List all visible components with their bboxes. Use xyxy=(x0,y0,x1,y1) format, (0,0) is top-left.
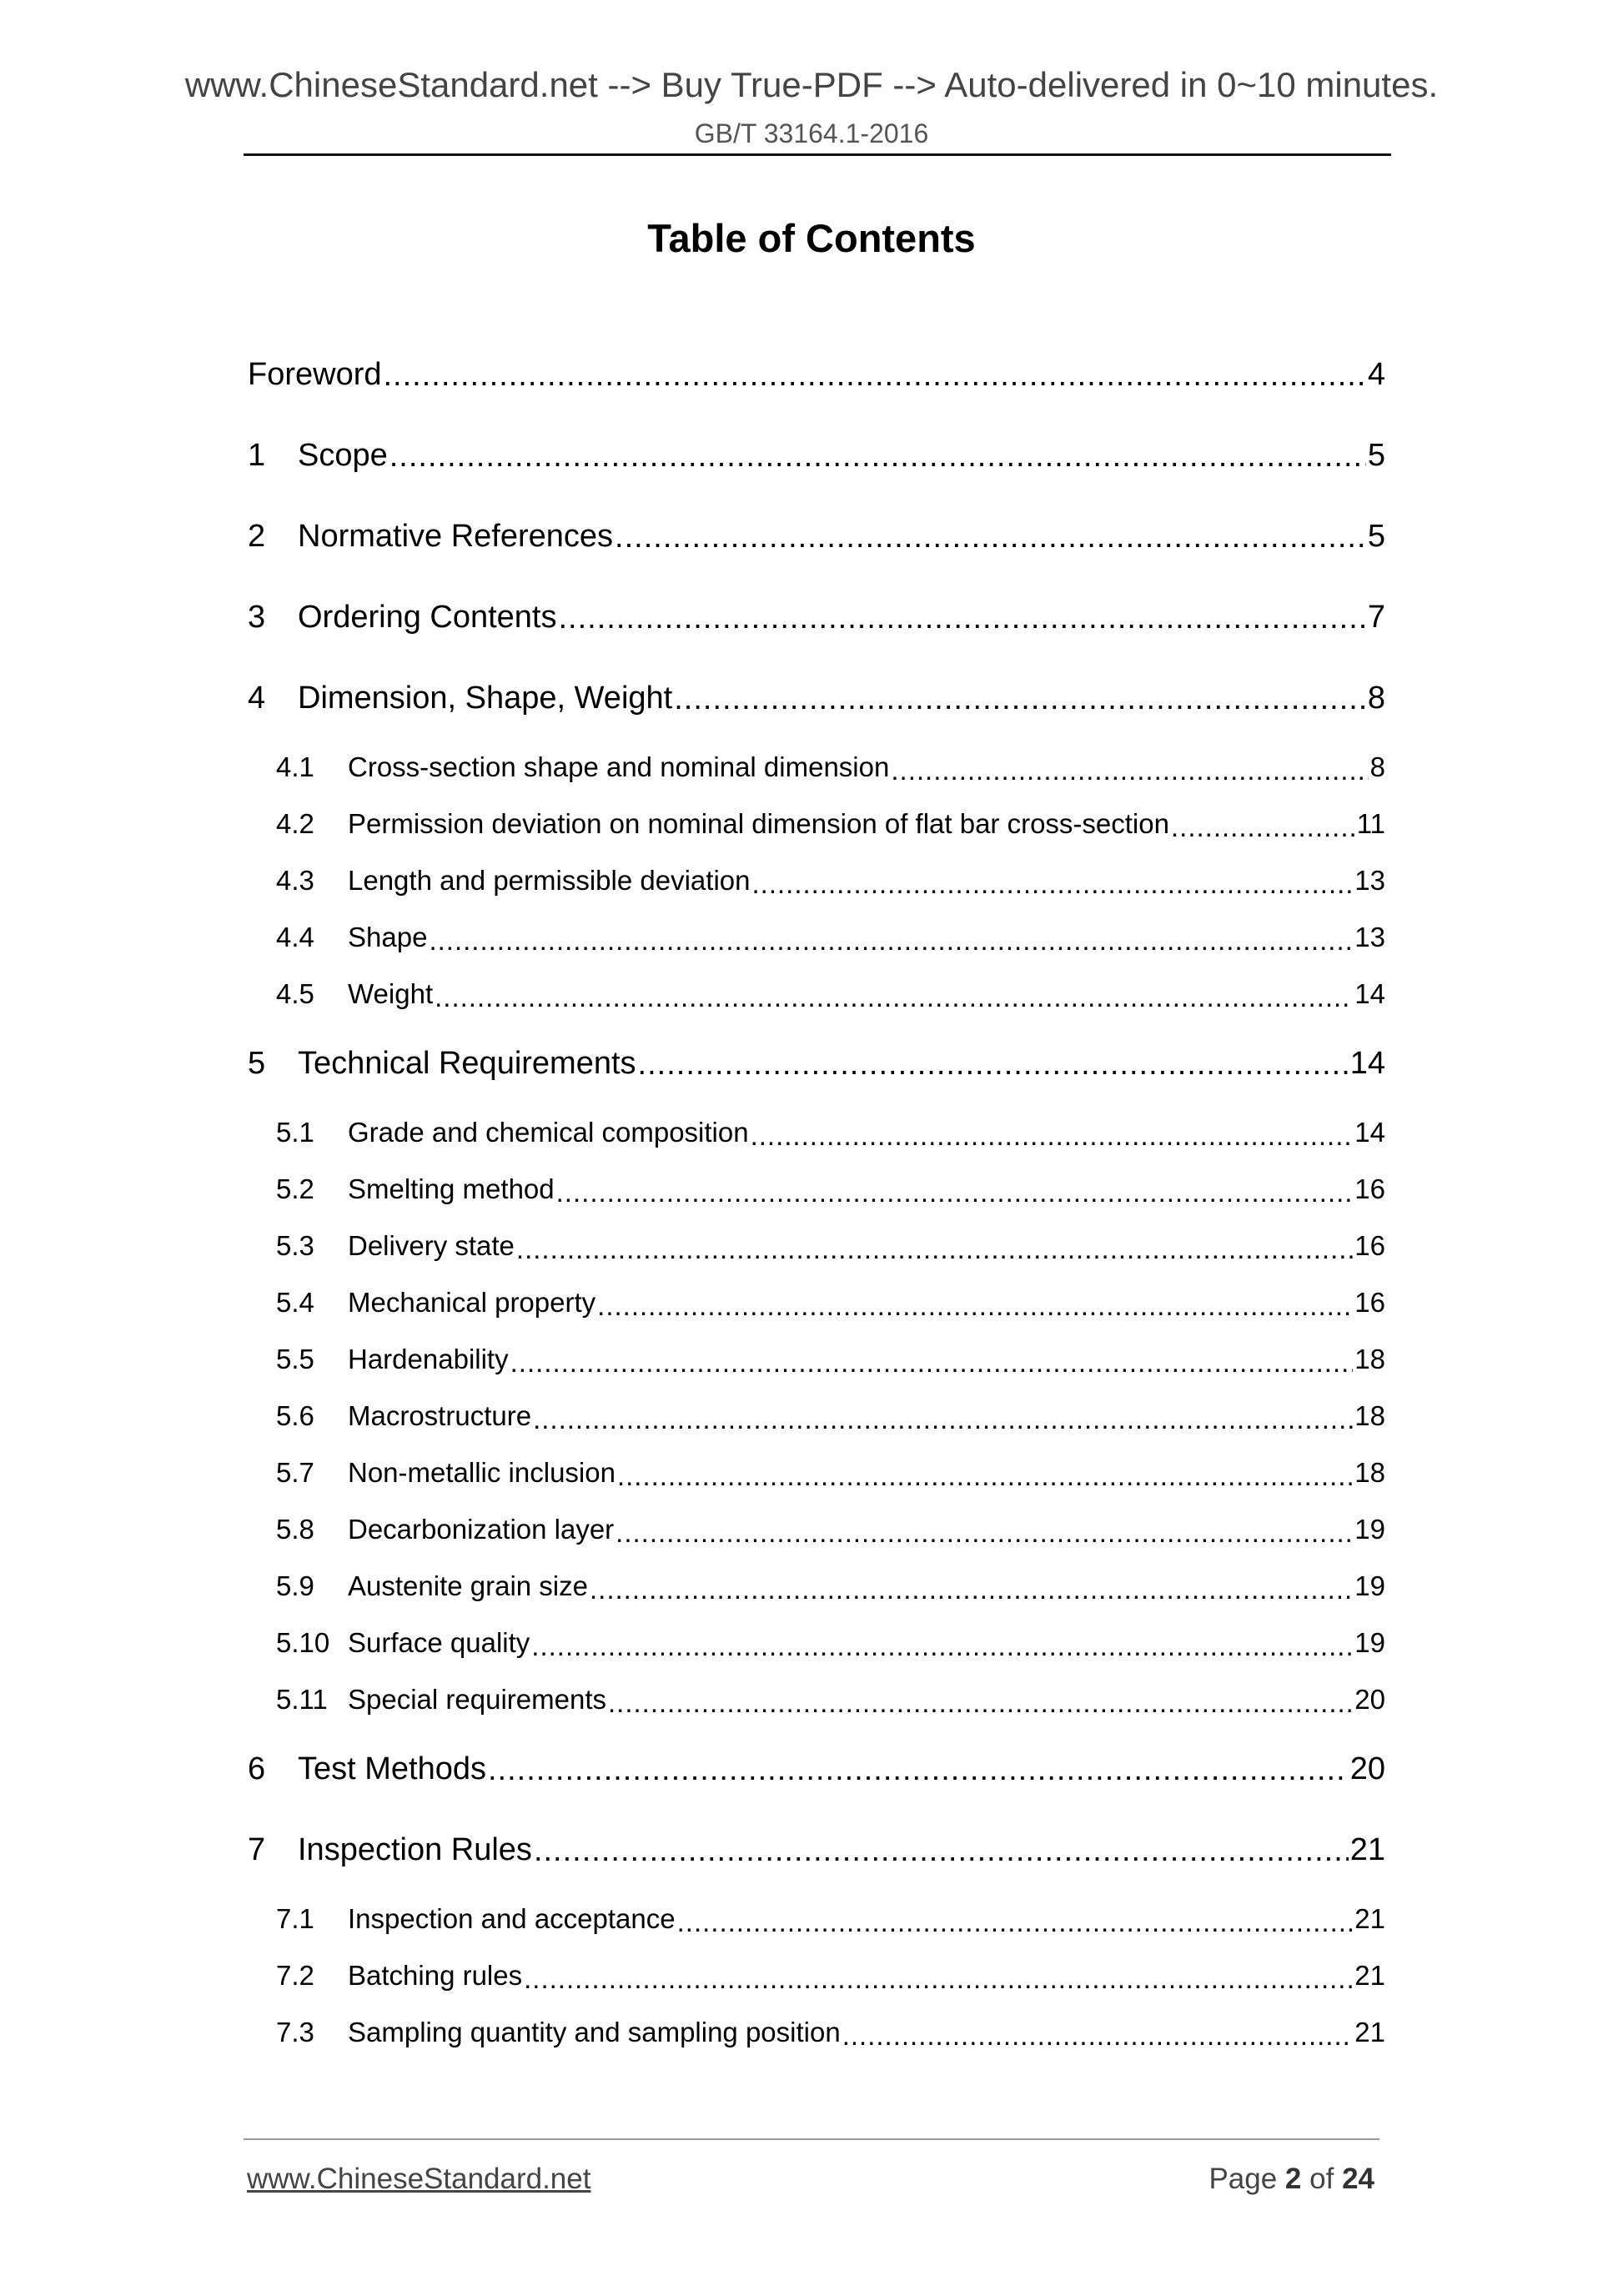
toc-entry-page: 16 xyxy=(1354,1230,1385,1261)
toc-entry[interactable] xyxy=(248,1218,1385,1274)
toc-entry-title: Dimension, Shape, Weight xyxy=(298,680,673,716)
toc-dot-leader xyxy=(677,1908,1354,1947)
toc-dot-leader xyxy=(510,1349,1354,1388)
toc-entry-title: Sampling quantity and sampling position xyxy=(348,2017,841,2047)
toc-entry-title: Delivery state xyxy=(348,1230,515,1261)
toc-entry-number: 5.2 xyxy=(276,1173,314,1204)
toc-entry-title: Length and permissible deviation xyxy=(348,865,751,896)
toc-entry-title: Scope xyxy=(298,437,388,473)
page-of: of xyxy=(1309,2163,1334,2195)
toc-entry-page: 13 xyxy=(1354,865,1385,896)
toc-entry-number: 5.4 xyxy=(276,1287,314,1318)
toc-entry[interactable] xyxy=(248,796,1385,852)
toc-entry-number: 5.1 xyxy=(276,1117,314,1148)
toc-entry[interactable] xyxy=(248,588,1385,646)
toc-entry-title: Surface quality xyxy=(348,1627,530,1658)
toc-dot-leader xyxy=(590,1575,1353,1615)
toc-entry[interactable] xyxy=(248,966,1385,1022)
toc-dot-leader xyxy=(608,1689,1353,1728)
toc-entry-page: 14 xyxy=(1349,1045,1385,1081)
toc-entry[interactable] xyxy=(248,1615,1385,1671)
toc-entry-page: 19 xyxy=(1354,1514,1385,1545)
toc-entry-title: Permission deviation on nominal dimension of flat bar cross-section xyxy=(348,808,1169,839)
toc-entry-number: 7 xyxy=(248,1831,266,1867)
toc-entry[interactable] xyxy=(248,1821,1385,1879)
toc-entry-title: Mechanical property xyxy=(348,1287,596,1318)
toc-entry-number: 1 xyxy=(248,437,266,473)
toc-entry[interactable] xyxy=(248,2004,1385,2061)
toc-entry[interactable] xyxy=(248,669,1385,727)
toc-entry-title: Smelting method xyxy=(348,1173,555,1204)
toc-dot-leader xyxy=(516,1235,1353,1274)
table-of-contents xyxy=(248,345,1385,2061)
toc-entry-number: 4.5 xyxy=(276,978,314,1009)
toc-dot-leader xyxy=(616,1519,1353,1558)
toc-dot-leader xyxy=(534,1835,1349,1879)
toc-entry-number: 5.11 xyxy=(276,1684,328,1715)
toc-entry-page: 4 xyxy=(1367,356,1385,392)
toc-dot-leader xyxy=(751,1122,1354,1161)
toc-entry-page: 14 xyxy=(1354,1117,1385,1148)
header-banner: www.ChineseStandard.net --> Buy True-PDF --> Auto-delivered in 0~10 minutes. xyxy=(184,65,1439,104)
toc-entry[interactable] xyxy=(248,1444,1385,1501)
toc-entry-number: 4.3 xyxy=(276,865,314,896)
toc-entry-number: 5.6 xyxy=(276,1400,314,1431)
toc-dot-leader xyxy=(617,1462,1353,1501)
toc-entry-number: 5.9 xyxy=(276,1570,314,1601)
toc-entry[interactable] xyxy=(248,909,1385,966)
toc-entry-number: 5.5 xyxy=(276,1344,314,1374)
toc-dot-leader xyxy=(751,870,1353,909)
toc-entry-page: 20 xyxy=(1354,1684,1385,1715)
toc-entry-number: 5.10 xyxy=(276,1627,330,1658)
toc-dot-leader xyxy=(384,359,1366,404)
toc-entry-number: 7.2 xyxy=(276,1960,314,1991)
toc-entry-title: Weight xyxy=(348,978,434,1009)
toc-entry-number: 4.2 xyxy=(276,808,314,839)
header-divider xyxy=(244,153,1391,156)
toc-entry-title: Technical Requirements xyxy=(298,1045,636,1081)
toc-entry[interactable] xyxy=(248,1161,1385,1218)
toc-entry-page: 8 xyxy=(1369,751,1385,782)
toc-entry[interactable] xyxy=(248,1740,1385,1798)
toc-entry[interactable] xyxy=(248,1501,1385,1558)
toc-entry[interactable] xyxy=(248,852,1385,909)
standard-code: GB/T 33164.1-2016 xyxy=(694,118,929,148)
footer-divider xyxy=(244,2138,1379,2140)
toc-entry-page: 18 xyxy=(1354,1457,1385,1488)
toc-entry-page: 14 xyxy=(1354,978,1385,1009)
toc-entry-page: 20 xyxy=(1349,1751,1385,1786)
page-current: 2 xyxy=(1284,2163,1302,2195)
toc-dot-leader xyxy=(674,683,1366,727)
footer-website-link[interactable]: www.ChineseStandard.net xyxy=(247,2163,591,2195)
toc-entry-page: 21 xyxy=(1354,2017,1385,2047)
toc-entry-title: Normative References xyxy=(298,518,614,554)
toc-entry[interactable] xyxy=(248,739,1385,796)
page-total: 24 xyxy=(1342,2163,1374,2195)
toc-entry-page: 21 xyxy=(1354,1960,1385,1991)
toc-entry[interactable] xyxy=(248,1388,1385,1444)
page-prefix: Page xyxy=(1208,2163,1278,2195)
toc-entry-number: 4 xyxy=(248,680,266,716)
toc-entry-number: 5.8 xyxy=(276,1514,314,1545)
toc-entry[interactable] xyxy=(248,345,1385,404)
toc-entry-page: 7 xyxy=(1367,599,1385,635)
toc-entry-title: Test Methods xyxy=(298,1751,486,1786)
toc-entry-page: 11 xyxy=(1356,808,1385,839)
toc-entry-number: 7.3 xyxy=(276,2017,314,2047)
toc-entry-title: Foreword xyxy=(248,356,382,392)
toc-entry-page: 18 xyxy=(1354,1344,1385,1374)
toc-entry[interactable] xyxy=(248,1891,1385,1947)
toc-entry-page: 21 xyxy=(1349,1831,1385,1867)
toc-entry-title: Batching rules xyxy=(348,1960,523,1991)
toc-entry[interactable] xyxy=(248,1558,1385,1615)
toc-entry-page: 16 xyxy=(1354,1287,1385,1318)
toc-entry-number: 7.1 xyxy=(276,1903,314,1934)
toc-dot-leader xyxy=(615,521,1366,565)
toc-entry-page: 13 xyxy=(1354,922,1385,952)
toc-entry[interactable] xyxy=(248,1947,1385,2004)
toc-dot-leader xyxy=(638,1048,1349,1093)
toc-entry-title: Hardenability xyxy=(348,1344,509,1374)
toc-entry-page: 18 xyxy=(1354,1400,1385,1431)
toc-entry-number: 2 xyxy=(248,518,266,554)
toc-entry-page: 8 xyxy=(1367,680,1385,716)
toc-entry-number: 4.4 xyxy=(276,922,314,952)
toc-dot-leader xyxy=(842,2022,1354,2061)
toc-entry-title: Decarbonization layer xyxy=(348,1514,615,1545)
toc-entry-title: Special requirements xyxy=(348,1684,606,1715)
toc-entry-number: 5 xyxy=(248,1045,266,1081)
toc-dot-leader xyxy=(1171,813,1355,852)
toc-entry-number: 6 xyxy=(248,1751,266,1786)
toc-dot-leader xyxy=(429,927,1353,966)
toc-entry-title: Ordering Contents xyxy=(298,599,557,635)
toc-entry-title: Inspection Rules xyxy=(298,1831,532,1867)
toc-dot-leader xyxy=(389,440,1366,485)
toc-dot-leader xyxy=(524,1965,1353,2004)
toc-dot-leader xyxy=(435,983,1353,1022)
toc-entry[interactable] xyxy=(248,1671,1385,1728)
toc-entry[interactable] xyxy=(248,507,1385,565)
toc-dot-leader xyxy=(559,602,1366,646)
toc-dot-leader xyxy=(533,1405,1353,1444)
toc-dot-leader xyxy=(531,1632,1353,1671)
toc-entry-title: Macrostructure xyxy=(348,1400,532,1431)
toc-entry-page: 5 xyxy=(1367,437,1385,473)
toc-entry-page: 19 xyxy=(1354,1570,1385,1601)
toc-entry-number: 3 xyxy=(248,599,266,635)
toc-entry-number: 5.3 xyxy=(276,1230,314,1261)
toc-entry-title: Cross-section shape and nominal dimension xyxy=(348,751,890,782)
toc-entry-number: 5.7 xyxy=(276,1457,314,1488)
toc-entry-page: 5 xyxy=(1367,518,1385,554)
toc-entry[interactable] xyxy=(248,1034,1385,1093)
toc-entry[interactable] xyxy=(248,1331,1385,1388)
toc-entry[interactable] xyxy=(248,426,1385,485)
toc-entry[interactable] xyxy=(248,1274,1385,1331)
page-title: Table of Contents xyxy=(647,216,976,260)
toc-dot-leader xyxy=(597,1292,1353,1331)
toc-entry-page: 16 xyxy=(1354,1173,1385,1204)
toc-entry[interactable] xyxy=(248,1104,1385,1161)
toc-entry-number: 4.1 xyxy=(276,751,314,782)
toc-entry-title: Austenite grain size xyxy=(348,1570,588,1601)
toc-entry-title: Non-metallic inclusion xyxy=(348,1457,616,1488)
toc-dot-leader xyxy=(488,1754,1349,1798)
toc-entry-page: 19 xyxy=(1354,1627,1385,1658)
toc-dot-leader xyxy=(556,1178,1354,1218)
toc-entry-title: Inspection and acceptance xyxy=(348,1903,676,1934)
toc-entry-page: 21 xyxy=(1354,1903,1385,1934)
toc-entry-title: Grade and chemical composition xyxy=(348,1117,749,1148)
toc-entry-title: Shape xyxy=(348,922,428,952)
toc-dot-leader xyxy=(891,756,1368,796)
page-indicator xyxy=(1208,2163,1374,2196)
